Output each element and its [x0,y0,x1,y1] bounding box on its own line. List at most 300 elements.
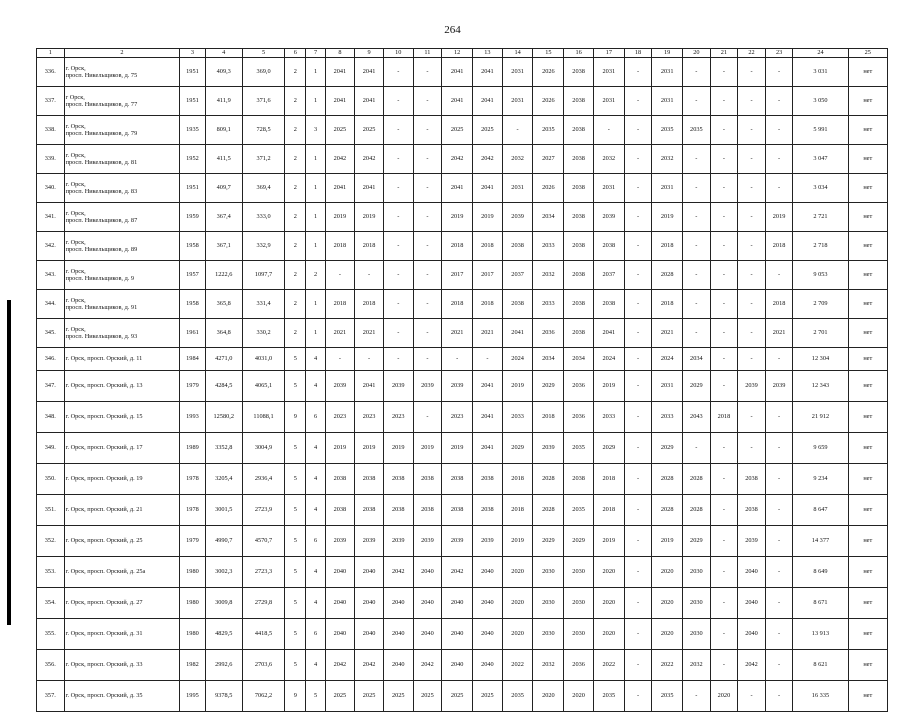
table-cell: 2040 [355,588,384,619]
table-cell: - [683,87,711,116]
column-number-row [37,49,888,58]
table-cell: - [325,261,355,290]
table-cell: - [383,319,413,348]
table-cell: 2025 [383,681,413,712]
table-cell: 2729,8 [242,588,284,619]
table-cell: 1 [306,145,325,174]
table-cell: - [710,174,738,203]
table-cell: 2042 [442,557,473,588]
column-number-cell: 17 [593,49,624,58]
table-cell: - [383,174,413,203]
table-cell: 1995 [180,681,205,712]
table-cell: нет [848,145,887,174]
row-number-cell: 341. [37,203,65,232]
table-cell: - [710,203,738,232]
table-cell: 2025 [325,116,355,145]
table-cell: 2035 [652,681,683,712]
table-cell: нет [848,371,887,402]
table-cell: - [710,232,738,261]
table-cell: - [710,348,738,371]
table-cell: 2019 [442,433,473,464]
table-cell: 2038 [442,464,473,495]
table-cell: 2017 [473,261,503,290]
table-cell: 8 647 [793,495,848,526]
table-cell: 2039 [442,526,473,557]
table-cell: 2038 [564,464,594,495]
housing-register-table [36,48,888,712]
table-cell: 9 234 [793,464,848,495]
table-cell: 1097,7 [242,261,284,290]
table-cell: - [624,464,652,495]
table-cell: 2028 [652,261,683,290]
table-cell: 4 [306,588,325,619]
address-cell: г. Орск, просп. Орский, д. 19 [64,464,180,495]
table-cell: 2038 [383,495,413,526]
table-row [37,116,888,145]
table-cell: 2038 [564,174,594,203]
table-cell: 2032 [533,650,564,681]
table-cell: - [710,261,738,290]
table-cell: 2020 [593,619,624,650]
address-cell: г. Орск, просп. Орский, д. 25а [64,557,180,588]
table-row [37,495,888,526]
table-cell: 2030 [533,588,564,619]
table-cell: 2038 [355,464,384,495]
table-cell: 2039 [383,526,413,557]
table-cell: 4065,1 [242,371,284,402]
table-cell: - [624,348,652,371]
table-cell: 2018 [765,232,793,261]
column-number-cell: 2 [64,49,180,58]
table-cell: - [765,495,793,526]
table-cell: - [710,557,738,588]
table-cell: 2036 [533,319,564,348]
table-cell: 2019 [502,526,533,557]
table-cell: нет [848,290,887,319]
table-cell: 2018 [765,290,793,319]
table-cell: 12580,2 [205,402,242,433]
table-cell: - [738,433,766,464]
table-cell: 2022 [502,650,533,681]
table-cell: 5 [285,526,306,557]
table-cell: 2036 [564,402,594,433]
table-cell: 411,5 [205,145,242,174]
table-cell: 2703,6 [242,650,284,681]
table-cell: 365,8 [205,290,242,319]
table-cell: - [765,145,793,174]
table-cell: 9 659 [793,433,848,464]
table-cell: 2021 [652,319,683,348]
table-cell: 2041 [442,174,473,203]
row-number-cell: 338. [37,116,65,145]
table-cell: 2036 [564,371,594,402]
table-cell: 2019 [442,203,473,232]
table-cell: 2038 [564,319,594,348]
table-cell: 1979 [180,526,205,557]
address-cell: г. Орск, просп. Никельщиков, д. 93 [64,319,180,348]
table-cell: 2018 [442,290,473,319]
table-cell: - [624,319,652,348]
table-cell: - [383,290,413,319]
table-cell: 2041 [325,58,355,87]
table-cell: 1 [306,319,325,348]
address-cell: г. Орск, просп. Никельщиков, д. 87 [64,203,180,232]
table-cell: 2026 [533,58,564,87]
row-number-cell: 339. [37,145,65,174]
table-cell: - [683,290,711,319]
table-cell: 2 [285,203,306,232]
table-cell: 409,3 [205,58,242,87]
table-cell: - [710,495,738,526]
table-cell: 2020 [593,588,624,619]
table-cell: 2039 [738,526,766,557]
table-cell: 2028 [652,464,683,495]
table-cell: - [413,203,442,232]
table-cell: 2029 [502,433,533,464]
table-cell: нет [848,174,887,203]
table-cell: 1 [306,174,325,203]
table-cell: нет [848,261,887,290]
table-cell: 2040 [738,588,766,619]
table-cell: 2033 [533,232,564,261]
table-cell: 2038 [325,464,355,495]
table-cell: 2 721 [793,203,848,232]
table-cell: 3 047 [793,145,848,174]
table-cell: - [683,203,711,232]
table-cell: 2040 [413,619,442,650]
table-cell: 2022 [652,650,683,681]
row-number-cell: 340. [37,174,65,203]
table-cell: 2019 [652,203,683,232]
table-cell: 1958 [180,232,205,261]
table-row [37,433,888,464]
table-cell: 2028 [683,464,711,495]
table-cell: 2018 [652,232,683,261]
table-cell: 2723,3 [242,557,284,588]
table-cell: 2030 [683,588,711,619]
table-cell: - [442,348,473,371]
table-cell: 367,4 [205,203,242,232]
table-cell: - [710,526,738,557]
table-row [37,174,888,203]
table-cell: 809,1 [205,116,242,145]
table-cell: - [683,232,711,261]
table-cell: 2039 [413,526,442,557]
table-cell: 2018 [355,290,384,319]
table-cell: 2042 [383,557,413,588]
table-cell: 2040 [355,619,384,650]
table-cell: - [355,261,384,290]
table-cell: 2023 [383,402,413,433]
table-cell: 2033 [533,290,564,319]
table-cell: - [502,116,533,145]
table-cell: 1980 [180,619,205,650]
table-cell: нет [848,58,887,87]
table-cell: 369,4 [242,174,284,203]
row-number-cell: 357. [37,681,65,712]
table-cell: 3 034 [793,174,848,203]
table-cell: 2030 [533,619,564,650]
table-cell: 12 343 [793,371,848,402]
table-cell: нет [848,650,887,681]
table-cell: 2040 [442,588,473,619]
table-cell: 11088,1 [242,402,284,433]
table-cell: - [710,433,738,464]
address-cell: г. Орск, просп. Орский, д. 31 [64,619,180,650]
table-cell: 2035 [652,116,683,145]
table-cell: 8 621 [793,650,848,681]
table-cell: 2025 [355,681,384,712]
table-cell: 2041 [355,58,384,87]
table-cell: 2039 [765,371,793,402]
table-cell: 2034 [683,348,711,371]
address-cell: г. Орск, просп. Никельщиков, д. 83 [64,174,180,203]
table-cell: - [765,464,793,495]
table-cell: - [765,174,793,203]
table-cell: 2039 [442,371,473,402]
table-row [37,588,888,619]
table-cell: 2041 [325,87,355,116]
address-cell: г. Орск, просп. Орский, д. 21 [64,495,180,526]
table-cell: нет [848,348,887,371]
table-cell: 2 701 [793,319,848,348]
table-cell: 1984 [180,348,205,371]
table-cell: 2025 [413,681,442,712]
table-cell: 2038 [473,495,503,526]
table-cell: 2020 [502,619,533,650]
row-number-cell: 348. [37,402,65,433]
table-cell: - [624,619,652,650]
table-cell: 2021 [325,319,355,348]
table-cell: 2042 [355,145,384,174]
table-cell: 2019 [413,433,442,464]
table-cell: 2023 [325,402,355,433]
column-number-cell: 1 [37,49,65,58]
row-number-cell: 353. [37,557,65,588]
table-cell: 2041 [473,58,503,87]
table-cell: 1222,6 [205,261,242,290]
column-number-cell: 9 [355,49,384,58]
table-cell: - [624,650,652,681]
table-cell: - [710,116,738,145]
address-cell: г. Орск, просп. Никельщиков, д. 79 [64,116,180,145]
table-cell: 2040 [413,557,442,588]
table-cell: 2 [285,261,306,290]
table-cell: 2038 [593,290,624,319]
table-cell: - [624,174,652,203]
table-cell: - [765,87,793,116]
table-cell: 2038 [564,58,594,87]
table-cell: 2026 [533,87,564,116]
table-cell: 2723,9 [242,495,284,526]
table-cell: - [683,145,711,174]
table-cell: 4570,7 [242,526,284,557]
table-cell: 2040 [473,557,503,588]
table-cell: - [383,232,413,261]
table-cell: - [765,116,793,145]
table-cell: 2042 [355,650,384,681]
table-cell: 2031 [593,58,624,87]
row-number-cell: 347. [37,371,65,402]
table-cell: 2038 [738,495,766,526]
table-cell: 2040 [473,588,503,619]
table-row [37,526,888,557]
table-cell: 411,9 [205,87,242,116]
table-cell: 2019 [383,433,413,464]
table-cell: 2039 [325,371,355,402]
table-cell: 2038 [564,203,594,232]
table-cell: нет [848,557,887,588]
table-cell: 2038 [442,495,473,526]
table-cell: 2022 [593,650,624,681]
table-cell: 2041 [473,402,503,433]
table-cell: - [413,319,442,348]
table-cell: 1951 [180,87,205,116]
address-cell: г. Орск, просп. Орский, д. 17 [64,433,180,464]
address-cell: г. Орск, просп. Орский, д. 13 [64,371,180,402]
table-cell: 2021 [765,319,793,348]
table-cell: - [710,650,738,681]
table-cell: - [738,402,766,433]
table-cell: 1951 [180,174,205,203]
table-cell: 2041 [473,174,503,203]
table-cell: 2023 [355,402,384,433]
table-cell: 5 [285,557,306,588]
table-cell: 2033 [652,402,683,433]
table-cell: 2031 [652,87,683,116]
table-cell: 2041 [473,87,503,116]
table-cell: 2035 [533,116,564,145]
table-cell: 2040 [738,619,766,650]
table-cell: 2041 [355,87,384,116]
table-cell: нет [848,681,887,712]
column-number-cell: 19 [652,49,683,58]
address-cell: г. Орск, просп. Орский, д. 11 [64,348,180,371]
table-cell: - [738,319,766,348]
column-number-cell: 13 [473,49,503,58]
column-number-cell: 3 [180,49,205,58]
table-cell: 2019 [355,203,384,232]
table-cell: - [765,619,793,650]
table-cell: 2042 [442,145,473,174]
table-row [37,348,888,371]
table-cell: 2024 [593,348,624,371]
table-cell: 4 [306,348,325,371]
table-cell: 4 [306,650,325,681]
row-number-cell: 336. [37,58,65,87]
table-cell: 2042 [413,650,442,681]
table-cell: - [765,588,793,619]
table-row [37,464,888,495]
address-cell: г. Орск, просп. Орский, д. 33 [64,650,180,681]
table-cell: 2038 [355,495,384,526]
table-cell: 3 [306,116,325,145]
table-row [37,681,888,712]
table-cell: нет [848,319,887,348]
table-cell: - [710,290,738,319]
table-cell: - [413,261,442,290]
table-cell: 4 [306,433,325,464]
table-cell: 2020 [502,557,533,588]
table-cell: 2038 [564,116,594,145]
row-number-cell: 355. [37,619,65,650]
column-number-cell: 16 [564,49,594,58]
table-cell: 2031 [652,58,683,87]
table-cell: 2028 [533,495,564,526]
table-cell: 728,5 [242,116,284,145]
table-cell: 1958 [180,290,205,319]
table-cell: - [413,145,442,174]
table-cell: нет [848,619,887,650]
table-cell: 2039 [383,371,413,402]
table-cell: - [765,348,793,371]
table-cell: 2034 [564,348,594,371]
table-cell: 2019 [355,433,384,464]
table-cell: 2 [285,290,306,319]
table-cell: 2018 [502,495,533,526]
table-cell: 2030 [564,557,594,588]
table-cell: 2035 [593,681,624,712]
table-cell: 2029 [533,526,564,557]
table-cell: 5 [285,464,306,495]
table-cell: 2030 [564,588,594,619]
table-cell: 2042 [738,650,766,681]
table-cell: 2038 [564,145,594,174]
table-cell: 2018 [473,232,503,261]
table-row [37,58,888,87]
table-row [37,557,888,588]
table-cell: - [413,58,442,87]
table-cell: 2039 [533,433,564,464]
table-cell: 2038 [502,232,533,261]
table-cell: 9 [285,402,306,433]
table-cell: 1951 [180,58,205,87]
row-number-cell: 356. [37,650,65,681]
table-cell: 1 [306,87,325,116]
table-cell: 2030 [533,557,564,588]
table-cell: 21 912 [793,402,848,433]
table-cell: 2038 [593,232,624,261]
table-cell: 2040 [473,619,503,650]
column-number-cell: 11 [413,49,442,58]
table-cell: - [683,681,711,712]
table-cell: 3002,3 [205,557,242,588]
table-cell: 2032 [652,145,683,174]
table-cell: 2041 [442,87,473,116]
table-cell: - [710,464,738,495]
table-cell: 2018 [593,495,624,526]
table-cell: 2041 [355,371,384,402]
table-cell: 2037 [593,261,624,290]
table-cell: 2032 [533,261,564,290]
table-cell: - [710,145,738,174]
table-cell: 2936,4 [242,464,284,495]
table-cell: 2019 [473,203,503,232]
table-cell: - [710,619,738,650]
table-cell: 2040 [383,650,413,681]
table-cell: - [765,681,793,712]
table-cell: 13 913 [793,619,848,650]
table-cell: 3004,9 [242,433,284,464]
table-cell: 1935 [180,116,205,145]
table-cell: 2032 [683,650,711,681]
table-cell: 5 991 [793,116,848,145]
column-number-cell: 5 [242,49,284,58]
table-cell: 2029 [683,526,711,557]
table-cell: - [383,348,413,371]
table-cell: - [383,261,413,290]
table-cell: - [383,203,413,232]
